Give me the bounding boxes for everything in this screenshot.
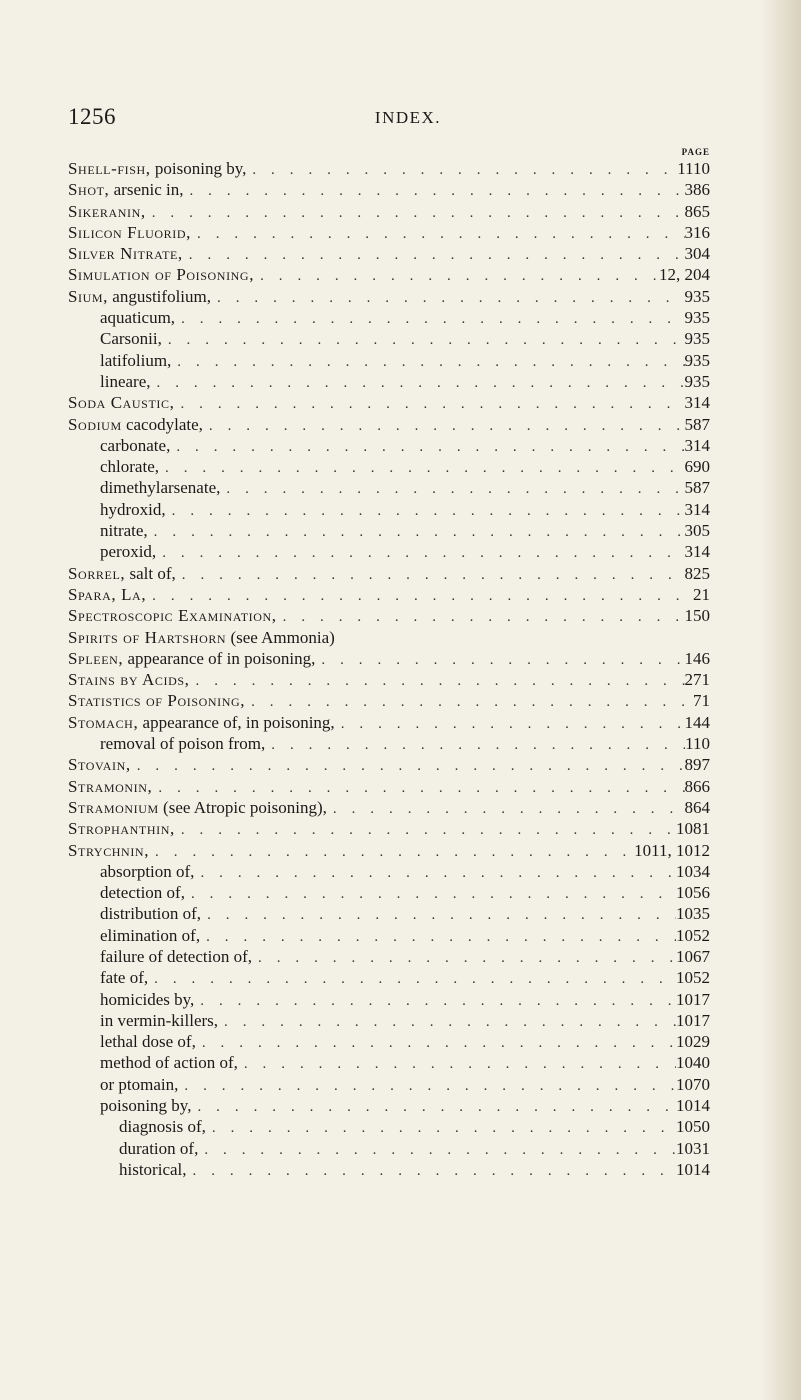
entry-text: appearance of, in poisoning,	[138, 712, 335, 732]
entry-label	[68, 627, 335, 648]
page-edge-shadow	[761, 0, 801, 1400]
dot-leader	[200, 927, 676, 946]
entry-page-number: 866	[684, 776, 710, 796]
entry-page-number: 865	[684, 201, 710, 221]
dot-leader	[152, 778, 684, 797]
entry-page-number: 587	[684, 478, 710, 498]
entry-label	[100, 307, 175, 328]
dot-leader	[175, 820, 676, 839]
entry-headword: Statistics of Poisoning,	[68, 691, 246, 711]
entry-label	[68, 648, 315, 669]
entry-label	[68, 243, 183, 264]
entry-label	[100, 1095, 191, 1116]
index-entry	[68, 797, 710, 818]
entry-label	[68, 201, 146, 222]
entry-label	[68, 605, 277, 626]
entry-page-number: 1050	[676, 1117, 710, 1137]
entry-headword: Spara, La,	[68, 584, 147, 604]
entry-page-number: 1011, 1012	[634, 840, 710, 860]
index-subentry	[68, 967, 710, 988]
dot-leader	[174, 394, 684, 413]
entry-headword: Sorrel,	[68, 563, 126, 583]
entry-page-number: 1035	[676, 904, 710, 924]
entry-text: dimethylarsenate,	[100, 478, 221, 498]
index-entry	[68, 754, 710, 775]
entry-page-number: 1034	[676, 861, 710, 881]
entry-page-number: 935	[684, 329, 710, 349]
entry-label	[68, 158, 246, 179]
dot-leader	[190, 671, 685, 690]
entry-headword: Soda Caustic,	[68, 393, 175, 413]
dot-leader	[220, 479, 684, 498]
dot-leader	[277, 607, 685, 626]
entry-label	[100, 435, 170, 456]
entry-headword: Silver Nitrate,	[68, 244, 183, 264]
entry-text: removal of poison from,	[100, 734, 266, 754]
entry-label	[68, 712, 335, 733]
dot-leader	[178, 1076, 676, 1095]
entry-page-number: 1017	[676, 989, 710, 1009]
entry-headword: Strychnin,	[68, 840, 150, 860]
dot-leader	[151, 373, 685, 392]
entry-page-number: 144	[684, 712, 710, 732]
entry-text: nitrate,	[100, 521, 148, 541]
entry-text: lethal dose of,	[100, 1032, 196, 1052]
index-subentry	[68, 989, 710, 1010]
entry-label	[100, 350, 171, 371]
entry-headword: Strophanthin,	[68, 819, 175, 839]
entry-label	[68, 264, 254, 285]
entry-page-number: 935	[684, 286, 710, 306]
dot-leader	[198, 1140, 676, 1159]
entry-label	[68, 392, 174, 413]
entry-text: chlorate,	[100, 457, 159, 477]
entry-headword: Simulation of Poisoning,	[68, 265, 255, 285]
entry-page-number: 935	[684, 350, 710, 370]
entry-page-number: 1029	[676, 1032, 710, 1052]
entry-label	[119, 1159, 187, 1180]
entry-page-number: 935	[684, 308, 710, 328]
dot-leader	[252, 948, 676, 967]
entry-page-number: 1052	[676, 925, 710, 945]
dot-leader	[146, 203, 685, 222]
dot-leader	[218, 1012, 676, 1031]
entry-page-number: 386	[684, 180, 710, 200]
index-entry	[68, 690, 710, 711]
page-header	[68, 104, 708, 134]
dot-leader	[315, 650, 684, 669]
entry-label	[119, 1138, 198, 1159]
entry-label	[100, 541, 156, 562]
dot-leader	[238, 1054, 676, 1073]
entry-text: in vermin-killers,	[100, 1010, 219, 1030]
index-subentry	[68, 925, 710, 946]
dot-leader	[201, 905, 676, 924]
entry-page-number: 304	[684, 244, 710, 264]
index-subentry	[68, 1138, 710, 1159]
entry-page-number: 314	[684, 499, 710, 519]
index-subentry	[68, 541, 710, 562]
entry-page-number: 1067	[676, 946, 710, 966]
dot-leader	[246, 160, 677, 179]
entry-headword: Spirits of Hartshorn	[68, 627, 227, 647]
dot-leader	[245, 692, 693, 711]
dot-leader	[185, 884, 676, 903]
entry-headword: Shot,	[68, 180, 110, 200]
entry-label	[100, 499, 166, 520]
entry-text: absorption of,	[100, 861, 195, 881]
entry-label	[100, 946, 252, 967]
entry-text: hydroxid,	[100, 499, 166, 519]
entry-page-number: 1014	[676, 1159, 710, 1179]
index-entry	[68, 158, 710, 179]
entry-page-number: 1110	[677, 159, 710, 178]
entry-label	[100, 328, 162, 349]
entry-headword: Stains by Acids,	[68, 670, 190, 690]
index-subentry	[68, 477, 710, 498]
entry-headword: Spleen,	[68, 648, 124, 668]
entry-headword: Sikeranin,	[68, 201, 146, 221]
entry-text: poisoning by,	[150, 159, 247, 178]
entry-page-number: 1017	[676, 1010, 710, 1030]
entry-text: elimination of,	[100, 925, 201, 945]
index-entry	[68, 392, 710, 413]
entry-headword: Stovain,	[68, 755, 131, 775]
entry-text: latifolium,	[100, 350, 172, 370]
entry-headword: Sium,	[68, 286, 109, 306]
entry-text: duration of,	[119, 1138, 199, 1158]
entry-label	[100, 1052, 238, 1073]
dot-leader	[206, 1118, 676, 1137]
entry-label	[68, 286, 211, 307]
entry-page-number: 1014	[676, 1096, 710, 1116]
entry-text: failure of detection of,	[100, 946, 252, 966]
index-entry-list	[68, 158, 710, 1180]
dot-leader	[170, 437, 684, 456]
dot-leader	[156, 543, 684, 562]
index-entry	[68, 605, 710, 626]
entry-page-number: 271	[684, 670, 710, 690]
entry-text: method of action of,	[100, 1053, 238, 1073]
entry-text: (see Atropic poisoning),	[158, 797, 327, 817]
index-subentry	[68, 946, 710, 967]
entry-text: distribution of,	[100, 904, 202, 924]
dot-leader	[196, 1033, 676, 1052]
entry-label	[68, 690, 245, 711]
dot-leader	[254, 266, 659, 285]
dot-leader	[146, 586, 693, 605]
index-entry	[68, 648, 710, 669]
entry-text: diagnosis of,	[119, 1117, 206, 1137]
dot-leader	[203, 416, 685, 435]
entry-text: salt of,	[125, 563, 176, 583]
entry-page-number: 314	[684, 435, 710, 455]
dot-leader	[159, 458, 685, 477]
index-subentry	[68, 903, 710, 924]
index-entry	[68, 818, 710, 839]
index-subentry	[68, 1052, 710, 1073]
entry-page-number: 690	[684, 457, 710, 477]
entry-label	[100, 861, 194, 882]
entry-label	[100, 520, 148, 541]
entry-page-number: 71	[693, 691, 710, 711]
entry-page-number: 305	[684, 521, 710, 541]
index-subentry	[68, 456, 710, 477]
entry-label	[100, 925, 200, 946]
index-entry	[68, 179, 710, 200]
entry-label	[68, 754, 131, 775]
entry-label	[68, 669, 190, 690]
page-title: INDEX.	[374, 108, 442, 127]
index-entry	[68, 222, 710, 243]
entry-page-number: 825	[684, 563, 710, 583]
entry-label	[100, 882, 185, 903]
index-entry	[68, 840, 710, 861]
dot-leader	[183, 181, 684, 200]
dot-leader	[183, 245, 685, 264]
index-subentry	[68, 1074, 710, 1095]
page-column-header: PAGE	[681, 147, 710, 157]
entry-label	[68, 818, 175, 839]
entry-text: cacodylate,	[121, 414, 203, 434]
entry-page-number: 1052	[676, 968, 710, 988]
entry-page-number: 1081	[676, 819, 710, 839]
entry-text: arsenic in,	[109, 180, 184, 200]
index-subentry	[68, 371, 710, 392]
entry-page-number: 1031	[676, 1138, 710, 1158]
entry-label	[100, 989, 194, 1010]
index-subentry	[68, 861, 710, 882]
entry-label	[100, 371, 151, 392]
entry-text: fate of,	[100, 968, 149, 988]
entry-label	[68, 222, 191, 243]
index-entry	[68, 264, 710, 285]
entry-label	[68, 414, 203, 435]
entry-page-number: 935	[684, 371, 710, 391]
entry-text: appearance of in poisoning,	[123, 648, 316, 668]
dot-leader	[148, 969, 676, 988]
entry-label	[100, 903, 201, 924]
entry-page-number: 897	[684, 755, 710, 775]
index-entry	[68, 627, 710, 648]
entry-text: aquaticum,	[100, 308, 176, 328]
entry-label	[68, 776, 152, 797]
dot-leader	[175, 309, 684, 328]
entry-text: peroxid,	[100, 542, 157, 562]
entry-label	[100, 967, 148, 988]
entry-label	[100, 733, 265, 754]
entry-text: historical,	[119, 1159, 187, 1179]
dot-leader	[211, 288, 685, 307]
entry-label	[68, 563, 176, 584]
index-subentry	[68, 733, 710, 754]
entry-page-number: 110	[685, 734, 710, 754]
entry-page-number: 12, 204	[659, 265, 710, 285]
index-subentry	[68, 435, 710, 456]
index-subentry	[68, 1159, 710, 1180]
entry-headword: Spectroscopic Examination,	[68, 606, 277, 626]
entry-label	[100, 477, 220, 498]
dot-leader	[265, 735, 685, 754]
entry-text: (see Ammonia)	[226, 627, 335, 647]
dot-leader	[194, 863, 676, 882]
dot-leader	[187, 1161, 676, 1180]
entry-page-number: 316	[684, 222, 710, 242]
dot-leader	[335, 714, 685, 733]
entry-label	[100, 1031, 196, 1052]
index-subentry	[68, 882, 710, 903]
index-entry	[68, 414, 710, 435]
index-subentry	[68, 520, 710, 541]
index-entry	[68, 584, 710, 605]
index-entry	[68, 712, 710, 733]
index-entry	[68, 669, 710, 690]
entry-page-number: 587	[684, 414, 710, 434]
entry-label	[119, 1116, 206, 1137]
entry-text: angustifolium,	[108, 286, 211, 306]
entry-label	[68, 179, 183, 200]
entry-page-number: 314	[684, 393, 710, 413]
entry-headword: Stomach,	[68, 712, 139, 732]
dot-leader	[191, 224, 685, 243]
entry-text: or ptomain,	[100, 1074, 179, 1094]
entry-headword: Shell-fish,	[68, 159, 151, 178]
dot-leader	[327, 799, 685, 818]
dot-leader	[194, 991, 676, 1010]
index-subentry	[68, 1031, 710, 1052]
page-number: 1256	[68, 104, 116, 129]
index-entry	[68, 776, 710, 797]
index-entry	[68, 201, 710, 222]
entry-headword: Silicon Fluorid,	[68, 222, 191, 242]
entry-text: lineare,	[100, 371, 151, 391]
entry-label	[68, 584, 146, 605]
entry-text: detection of,	[100, 883, 185, 903]
index-subentry	[68, 499, 710, 520]
dot-leader	[131, 756, 685, 775]
index-entry	[68, 286, 710, 307]
entry-text: carbonate,	[100, 435, 171, 455]
entry-page-number: 864	[684, 797, 710, 817]
entry-label	[68, 840, 149, 861]
entry-page-number: 1056	[676, 883, 710, 903]
index-subentry	[68, 1095, 710, 1116]
entry-page-number: 146	[684, 648, 710, 668]
dot-leader	[191, 1097, 676, 1116]
index-entry	[68, 243, 710, 264]
entry-headword: Sodium	[68, 414, 122, 434]
entry-page-number: 314	[684, 542, 710, 562]
index-subentry	[68, 307, 710, 328]
index-subentry	[68, 350, 710, 371]
entry-label	[100, 1074, 178, 1095]
entry-headword: Stramonium	[68, 797, 159, 817]
dot-leader	[149, 842, 634, 861]
dot-leader	[166, 501, 685, 520]
dot-leader	[162, 330, 685, 349]
index-subentry	[68, 1010, 710, 1031]
index-subentry	[68, 1116, 710, 1137]
dot-leader	[176, 565, 685, 584]
index-subentry	[68, 328, 710, 349]
entry-page-number: 1070	[676, 1074, 710, 1094]
index-entry	[68, 563, 710, 584]
entry-text: homicides by,	[100, 989, 195, 1009]
entry-page-number: 21	[693, 584, 710, 604]
entry-label	[100, 456, 159, 477]
dot-leader	[171, 352, 684, 371]
entry-page-number: 150	[684, 606, 710, 626]
entry-text: Carsonii,	[100, 329, 162, 349]
entry-label	[68, 797, 327, 818]
entry-headword: Stramonin,	[68, 776, 153, 796]
entry-label	[100, 1010, 218, 1031]
entry-page-number: 1040	[676, 1053, 710, 1073]
entry-text: poisoning by,	[100, 1096, 192, 1116]
dot-leader	[148, 522, 685, 541]
